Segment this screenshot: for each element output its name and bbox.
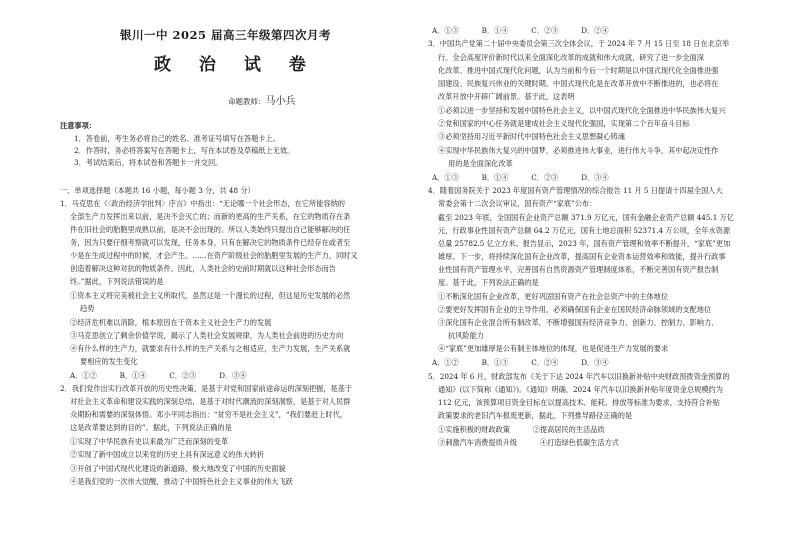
- question-line: 创造着解决这种对抗的物质条件。因此，人类社会的史前时期就以这种社会形态而告: [70, 264, 336, 273]
- teacher-name: 马小兵: [265, 96, 296, 107]
- answer-choices: A．①② B．①④ C．②③ D．③④: [70, 371, 247, 380]
- question-line: 度。基于此，下列说法正确的是: [438, 278, 539, 287]
- option-line: 要相应的发生变化: [80, 357, 138, 366]
- answer-choices: A．①③ B．①④ C．②③ D．②④: [432, 26, 609, 35]
- option-line: ④“家底”更加雄厚是公有制主体地位的体现，也是促进生产力发展的要求: [438, 344, 669, 353]
- teacher-label: 命题教师：: [228, 97, 266, 106]
- question-line: 众期盼和需要的深刻体悟。邓小平同志指出：“贫穷不是社会主义”，“我们要赶上时代，: [70, 410, 347, 419]
- answer-choices: A．①③ B．①④ C．②③ D．③④: [432, 173, 609, 182]
- question-line: 1．马克思在《〈政治经济学批判〉序言》中指出：“无论哪一个社会形态，在它所能容纳的: [60, 199, 345, 208]
- option-line: ①实施积极的财政政策 ②提高居民的生活品质: [438, 425, 605, 434]
- question-line: 常委会第十二次会议审议，国有资产“家底”公布：: [438, 199, 597, 208]
- option-line: ③马克思创立了剩余价值学说，揭示了人类社会发展规律，为人类社会前进的历史方向: [70, 331, 344, 340]
- option-line: ②实现了新中国成立以来党的历史上具有深远意义的伟大转折: [70, 450, 265, 459]
- option-line: ④实现中华民族伟大复兴的中国梦，必须推进伟大事业，进行伟大斗争，其中起决定性作: [438, 146, 719, 155]
- question-line: 4．随着国务院关于 2023 年度国有资产管理情况的综合报告 11 月 5 日提请十四届全国人大: [428, 186, 723, 195]
- question-line: 件在旧社会的胎胞里成熟以前，是决不会出现的。所以人类始终只提出自己能够解决的任: [70, 225, 351, 234]
- option-line: 用的是全面深化改革: [448, 159, 513, 168]
- option-line: ②要更好发挥国有企业的主导作用，必须确保国有企业在国民经济命脉领域的支配地位: [438, 305, 712, 314]
- section-heading: 一、单项选择题（本题共 16 小题，每小题 3 分，共 48 分）: [60, 186, 255, 195]
- question-line: 这是改革要达到的目的”。据此，下列说法正确的是: [70, 423, 232, 432]
- notes-item: 2．作答时，务必将答案写在答题卡上，写在本试卷及草稿纸上无效。: [74, 146, 295, 155]
- question-line: 终。”据此，下列说法错误的是: [70, 277, 164, 286]
- option-line: 趋势: [80, 304, 95, 313]
- question-line: 全部生产力发挥出来以前，是决不会灭亡的；而新的更高的生产关系，在它的物质存在条: [70, 212, 351, 221]
- option-line: ④是我们党的一次伟大觉醒，推动了中国特色社会主义事业的伟大飞跃: [70, 477, 293, 486]
- question-line: 总量 25782.5 亿立方米。报告显示，2023 年，国有资产管理和效率不断提升，“家底”更加: [438, 239, 731, 248]
- question-line: 改革开放中开辟广阔前景。基于此，这表明: [438, 92, 575, 101]
- question-line: 业性国有资产管理水平，完善国有自然资源资产管理制度体系，不断完善国有资产报告制: [438, 265, 719, 274]
- option-line: ①不断深化国有企业改革，更好巩固国有资产在社会总资产中的主体地位: [438, 292, 669, 301]
- option-line: ①资本主义将完美被社会主义所取代，虽然这是一个漫长的过程，但这是历史发展的必然: [70, 291, 351, 300]
- question-line: 3．中国共产党第二十届中央委员会第三次全体会议，于 2024 年 7 月 15 日至 18 日在北京举: [428, 39, 730, 48]
- answer-choices: A．①② B．①③ C．②④ D．③④: [432, 358, 609, 367]
- option-line: ③必须坚持用习近平新时代中国特色社会主义思想凝心铸魂: [438, 132, 625, 141]
- option-line: ②经济危机难以消除，根本原因在于资本主义社会生产力的发展: [70, 318, 272, 327]
- question-line: 112 亿元，该预算项目资金目标在以提高技术、能耗、排放等标准为要求，支持符合补贴: [438, 398, 720, 407]
- question-line: 化改革、推进中国式现代化问题，认为当前和今后一个时期是以中国式现代化全面推进强: [438, 66, 719, 75]
- option-line: ②党和国家的中心任务就是建成社会主义现代化强国，实现第二个百年奋斗目标: [438, 119, 690, 128]
- question-line: 少是在生成过程中的时候，才会产生。……在资产阶级社会的胎胞里发展的生产力，同时又: [70, 251, 358, 260]
- option-line: 抗风险能力: [448, 331, 484, 340]
- notes-item: 1．答卷前，考生务必将自己的姓名、准考证号填写在答题卡上。: [74, 134, 280, 143]
- option-line: ③开创了中国式现代化建设的新道路，极大地改变了中国的历史面貌: [70, 464, 286, 473]
- question-line: 政策要求的老旧汽车报废更新，据此，下列推导路径正确的是: [438, 411, 633, 420]
- question-line: 对社会主义革命和建设实践的深刻总结，是基于对时代潮流的深刻洞察，是基于对人民群: [70, 397, 351, 406]
- question-line: 国建设、民族复兴伟业的关键时期。中国式现代化是在改革开放中不断推进的，也必将在: [438, 79, 719, 88]
- option-line: ①必须以进一步坚持和发展中国特色社会主义，以中国式现代化全面推进中华民族伟大复兴: [438, 106, 726, 115]
- option-line: ③刺激汽车消费提质升级 ④打造绿色低碳生活方式: [438, 438, 619, 447]
- question-line: 雄厚。下一步，将持续深化国有企业改革，提高国有企业资本运营效率和效能，提升行政事: [438, 252, 726, 261]
- notes-heading: 注意事项：: [60, 121, 96, 130]
- option-line: ③深化国有企业混合所有制改革，不断增强国有经济竞争力、创新力、控制力、影响力、: [438, 318, 719, 327]
- question-line: 通知》(以下简称《通知》)。《通知》明确，2024 年汽车以旧换新补贴年度资金总规模约为: [438, 385, 723, 394]
- question-line: 截至 2023 年底，全国国有企业资产总额 371.9 万亿元，国有金融企业资产总额 445.1 万亿: [438, 213, 734, 222]
- question-line: 2．我们党作出实行改革开放的历史性决策，是基于对党和国家前途命运的深刻把握，是基于: [60, 384, 353, 393]
- option-line: ①实现了中华民族有史以来最为广泛而深刻的变革: [70, 437, 229, 446]
- question-line: 元，行政事业性国有资产总额 64.2 万亿元，国有土地总面积 52371.4 万公顷，全年水资源: [438, 226, 731, 235]
- exam-title: 银川一中 2025 届高三年级第四次月考: [120, 28, 332, 42]
- subject-title: 政 治 试 卷: [154, 55, 317, 75]
- notes-item: 3．考试结束后，将本试卷和答题卡一并交回。: [74, 158, 223, 167]
- question-line: 5．2024 年 6 月，财政部发布《关于下达 2024 年汽车以旧换新补贴中央财政预拨资金预算的: [428, 372, 730, 381]
- question-line: 务，因为只要仔细考察就可以发现，任务本身，只有在解决它的物质条件已经存在或者至: [70, 238, 351, 247]
- option-line: ④有什么样的生产力，就要求有什么样的生产关系与之相适应，生产力发展，生产关系就: [70, 344, 351, 353]
- question-line: 行。全会高度评价新时代以来全面深化改革的成就和伟大成就，研究了进一步全面深: [438, 53, 704, 62]
- teacher-line: [228, 92, 296, 107]
